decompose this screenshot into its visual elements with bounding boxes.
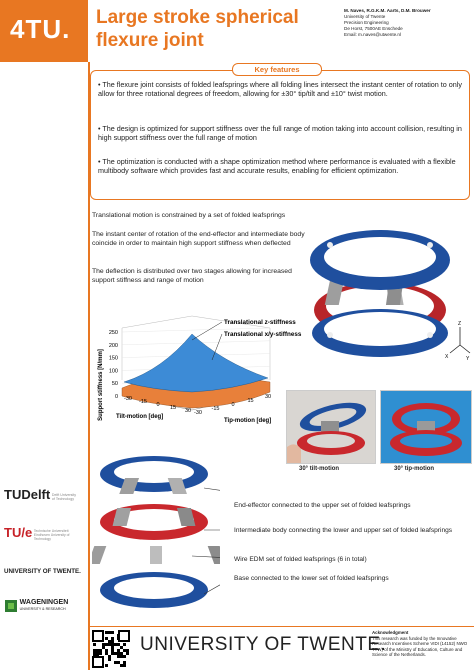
z-tick-label: 150 — [108, 355, 118, 362]
qr-cell — [120, 646, 123, 649]
qr-cell — [108, 658, 111, 661]
x-tick-label: 0 — [156, 402, 160, 408]
qr-cell — [123, 664, 126, 667]
qr-cell — [126, 652, 129, 655]
y-axis-label: Tip-motion [deg] — [224, 418, 272, 424]
tudelft-logo: TUDelft Delft University of Technology — [4, 487, 77, 502]
photo-tilt-motion — [286, 390, 376, 464]
qr-cell — [111, 640, 114, 643]
qr-cell — [96, 649, 99, 652]
qr-cell — [111, 646, 114, 649]
legend-z-stiffness: Translational z-stiffness — [224, 319, 296, 326]
part-label-base: Base connected to the lower set of folded leafsprings — [234, 575, 389, 582]
y-tick-label: -30 — [194, 410, 202, 416]
qr-cell — [93, 652, 96, 655]
qr-cell — [111, 637, 114, 640]
qr-cell — [102, 646, 105, 649]
qr-code-icon[interactable] — [92, 630, 130, 668]
wur-logo: WAGENINGEN UNIVERSITY & RESEARCH — [4, 599, 68, 613]
qr-cell — [108, 643, 111, 646]
qr-cell — [105, 643, 108, 646]
z-tick-label: 250 — [108, 330, 118, 336]
qr-cell — [123, 661, 126, 664]
leafspring-part — [92, 546, 106, 564]
z-tick-label: 100 — [108, 368, 118, 375]
legend-xy-stiffness: Translational x/y-stiffness — [224, 331, 302, 338]
logo-sidebar — [0, 62, 88, 670]
ut-sidebar-logo: UNIVERSITY OF TWENTE. — [4, 568, 81, 575]
coordinate-axes-icon — [445, 321, 470, 362]
x-tick-label: 30 — [184, 408, 192, 414]
svg-text:Y: Y — [466, 356, 470, 362]
flexure-joint-illustration — [300, 205, 472, 367]
qr-cell — [120, 664, 123, 667]
qr-cell — [105, 649, 108, 652]
qr-cell — [99, 652, 102, 655]
part-label-intermediate: Intermediate body connecting the lower and upper set of folded leafsprings — [234, 527, 453, 534]
key-feature-item: • The design is optimized for support stiffness over the full range of motion taking into account collision, resulting in high support stiffness over the full range of motion — [98, 124, 462, 142]
qr-cell — [114, 643, 117, 646]
exploded-view-illustration — [92, 448, 220, 626]
tue-logo: TU/e Technische Universiteit Eindhoven University of Technology — [4, 525, 70, 542]
description-text: The instant center of rotation of the end-effector and intermediate body coincide in order to maintain high support stiffness when deflected — [92, 231, 305, 247]
photo-tip-motion — [380, 390, 472, 464]
qr-cell — [96, 652, 99, 655]
y-tick-label: 0 — [231, 402, 235, 408]
surface-z-stiffness — [124, 334, 268, 392]
qr-cell — [108, 655, 111, 658]
description-text: The deflection is distributed over two stages allowing for increased support stiffness and range of motion — [92, 268, 292, 284]
author-email: Email: m.naves@utwente.nl — [344, 32, 402, 37]
z-tick-label: 50 — [111, 381, 118, 388]
qr-cell — [99, 649, 102, 652]
x-tick-label: 15 — [169, 405, 177, 411]
qr-cell — [105, 664, 108, 667]
part-label-end-effector: End-effector connected to the upper set of folded leafsprings — [234, 502, 411, 509]
qr-cell — [117, 661, 120, 664]
qr-cell — [105, 652, 108, 655]
acknowledgment: Acknowledgment This research was funded by the Innovative Research Incentives Scheme VIDI (14152) NWO TTW) of the Ministry of Education, Culture and Science of the Netherlands. — [372, 630, 468, 658]
author-block: M. Naves, R.G.K.M. Aarts, D.M. Brouwer University of Twente Precision Engineering De Horst, 7500AE Enschede Email: m.naves@utwente.nl — [344, 8, 472, 38]
qr-cell — [117, 655, 120, 658]
x-axis-label: Tilt-motion [deg] — [116, 414, 164, 420]
4tu-logo: 4TU. — [10, 14, 71, 44]
qr-cell — [93, 649, 96, 652]
qr-cell — [123, 649, 126, 652]
qr-cell — [111, 631, 114, 634]
z-tick-label: 200 — [108, 342, 118, 349]
qr-cell — [111, 649, 114, 652]
key-feature-item: • The flexure joint consists of folded leafsprings where all folding lines intersect the instant center of rotation to only allow for three rotational degrees of freedom, allowing for ±30° tip/tilt and ±10° twist motion. — [98, 80, 462, 98]
caption-tip-motion: 30° tip-motion — [394, 466, 435, 472]
qr-cell — [126, 649, 129, 652]
svg-text:Z: Z — [458, 321, 462, 327]
y-tick-label: 15 — [247, 398, 254, 404]
key-feature-item: • The optimization is conducted with a shape optimization method where performance is evaluated with a flexible multibody software which provides fast and accurate results, enabling for efficient optimization. — [98, 157, 456, 175]
qr-cell — [123, 655, 126, 658]
x-tick-label: -30 — [124, 396, 132, 402]
author-names: M. Naves, R.G.K.M. Aarts, D.M. Brouwer — [344, 8, 431, 13]
z-axis-label: Support stiffness [N/mm] — [98, 349, 104, 421]
qr-cell — [111, 643, 114, 646]
qr-cell — [114, 652, 117, 655]
qr-cell — [114, 661, 117, 664]
key-features-title: Key features — [232, 63, 322, 76]
z-tick-label: 0 — [114, 394, 118, 400]
footer-divider — [90, 626, 474, 627]
poster-title: Large stroke spherical flexure joint — [96, 7, 299, 51]
part-label-leafsprings: Wire EDM set of folded leafsprings (6 in total) — [234, 556, 367, 563]
qr-cell — [102, 643, 105, 646]
qr-cell — [117, 652, 120, 655]
qr-cell — [105, 631, 108, 634]
qr-cell — [120, 652, 123, 655]
qr-cell — [120, 655, 123, 658]
wur-emblem-icon — [4, 599, 18, 613]
y-tick-label: -15 — [211, 406, 220, 412]
caption-tilt-motion: 30° tilt-motion — [299, 466, 340, 472]
description-text: Translational motion is constrained by a set of folded leafsprings — [92, 212, 286, 219]
qr-cell — [93, 643, 96, 646]
qr-cell — [117, 649, 120, 652]
qr-cell — [105, 637, 108, 640]
x-tick-label: -15 — [139, 399, 147, 405]
qr-cell — [111, 652, 114, 655]
qr-cell — [117, 643, 120, 646]
svg-text:X: X — [445, 354, 449, 360]
qr-cell — [123, 643, 126, 646]
footer-university-logo: UNIVERSITY OF TWENTE. — [140, 634, 387, 655]
stiffness-surface-plot — [92, 310, 317, 425]
qr-cell — [108, 640, 111, 643]
qr-cell — [108, 631, 111, 634]
header-logo-box — [0, 0, 88, 62]
y-tick-label: 30 — [264, 394, 272, 400]
